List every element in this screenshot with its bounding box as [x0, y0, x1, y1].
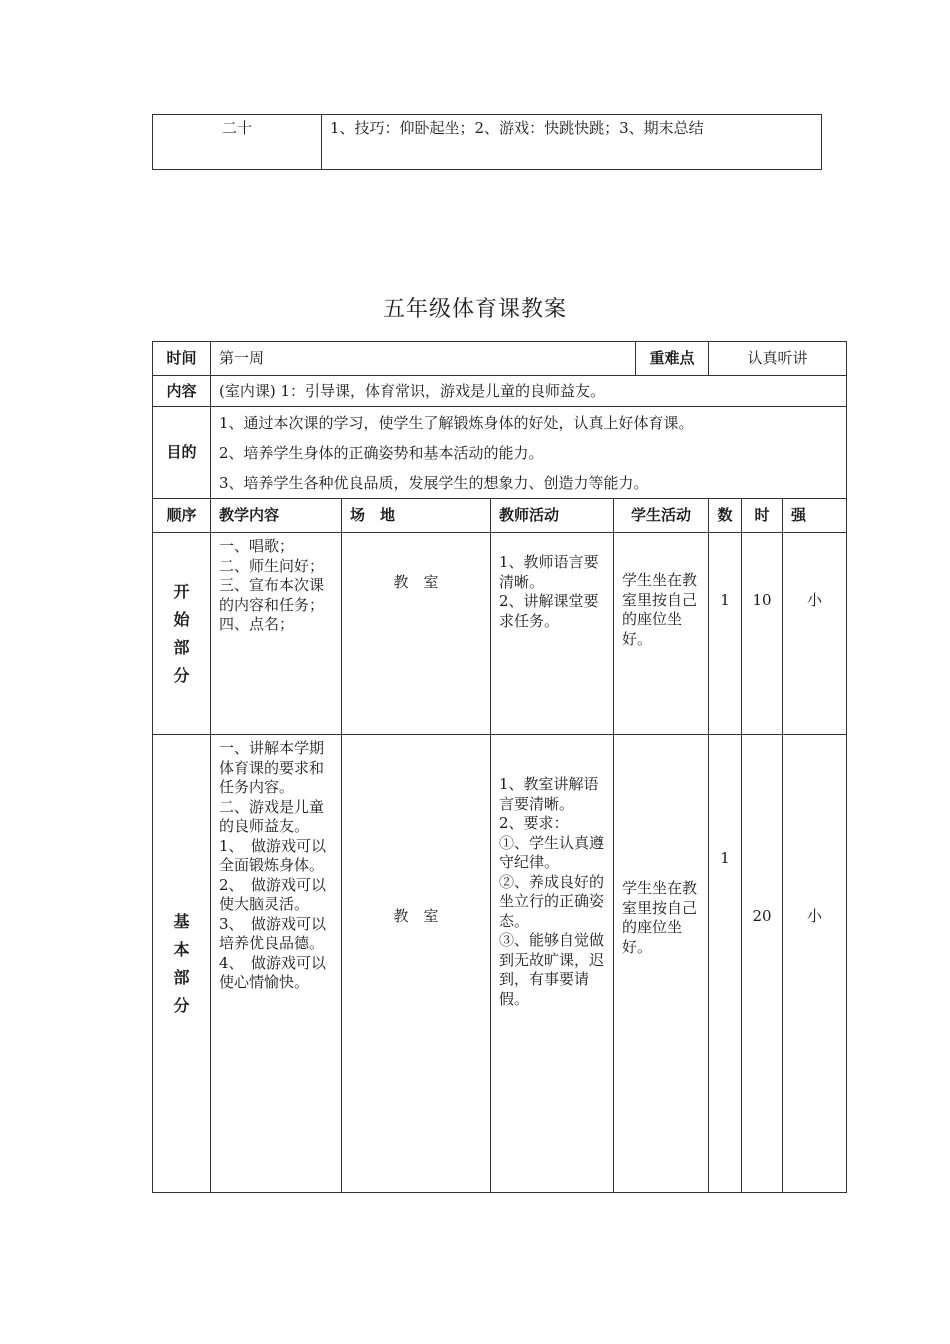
content-line: 一、唱歌； [219, 537, 295, 555]
purpose-line: 1、通过本次课的学习，使学生了解锻炼身体的好处，认真上好体育课。 [219, 413, 694, 432]
opening-teacher-activity [491, 533, 614, 735]
opening-time: 10 [742, 533, 783, 735]
section-label-char: 部 [173, 637, 190, 657]
teacher-line: 1、教师语言要清晰。 [499, 553, 599, 591]
section-label-char: 始 [173, 609, 190, 629]
header-intensity: 强 [783, 499, 847, 533]
section-label-opening [153, 533, 211, 735]
header-order: 顺序 [153, 499, 211, 533]
content-line: 一、讲解本学期体育课的要求和任务内容。 [219, 739, 325, 796]
week-cell: 二十 [153, 115, 322, 170]
content-line: 四、点名； [219, 615, 295, 633]
section-label-char: 开 [173, 581, 190, 601]
header-venue: 场 地 [342, 499, 491, 533]
header-teaching-content: 教学内容 [211, 499, 342, 533]
basic-venue: 教 室 [342, 735, 491, 1193]
header-time: 时 [742, 499, 783, 533]
table-row [153, 499, 847, 533]
section-label-char: 部 [173, 967, 190, 987]
basic-student-activity: 学生坐在教室里按自己的座位坐好。 [614, 735, 709, 1193]
content-line: 3、 做游戏可以培养优良品德。 [219, 914, 327, 952]
opening-count: 1 [709, 533, 742, 735]
content-line: 二、游戏是儿童的良师益友。 [219, 797, 325, 835]
basic-content [211, 735, 342, 1193]
opening-intensity: 小 [783, 533, 847, 735]
week-content-cell: 1、技巧：仰卧起坐；2、游戏：快跳快跳；3、期末总结 [322, 115, 822, 170]
previous-week-table [152, 114, 822, 170]
table-row [153, 342, 847, 376]
section-label-basic [153, 735, 211, 1193]
teacher-line: 1、教室讲解语言要清晰。 [499, 775, 599, 813]
content-line: 1、 做游戏可以全面锻炼身体。 [219, 836, 327, 874]
header-student-activity: 学生活动 [614, 499, 709, 533]
content-line: 三、宣布本次课的内容和任务； [219, 576, 325, 614]
purpose-cell [211, 407, 847, 499]
table-row [153, 533, 847, 735]
opening-content [211, 533, 342, 735]
content-line: 2、 做游戏可以使大脑灵活。 [219, 875, 327, 913]
teacher-line: ③、能够自觉做到无故旷课，迟到，有事要请假。 [499, 931, 605, 1008]
content-value: (室内课) 1：引导课，体育常识，游戏是儿童的良师益友。 [211, 376, 847, 407]
purpose-label: 目的 [153, 407, 211, 499]
basic-count: 1 [709, 735, 742, 1193]
purpose-line: 2、培养学生身体的正确姿势和基本活动的能力。 [219, 443, 544, 462]
lesson-plan-table [152, 341, 847, 1193]
basic-teacher-activity [491, 735, 614, 1193]
teacher-line: ②、养成良好的坐立行的正确姿态。 [499, 872, 605, 930]
content-line: 二、师生问好； [219, 556, 325, 575]
time-label: 时间 [153, 342, 211, 376]
opening-venue: 教 室 [342, 533, 491, 735]
basic-time: 20 [742, 735, 783, 1193]
table-row [153, 115, 822, 170]
teacher-line: ①、学生认真遵守纪律。 [499, 833, 605, 871]
section-label-char: 分 [173, 665, 190, 685]
purpose-line: 3、培养学生各种优良品质，发展学生的想象力、创造力等能力。 [219, 473, 649, 492]
section-label-char: 基 [173, 911, 190, 931]
content-line: 4、 做游戏可以使心情愉快。 [219, 953, 327, 991]
header-teacher-activity: 教师活动 [491, 499, 614, 533]
table-row [153, 407, 847, 499]
table-row [153, 735, 847, 1193]
key-point-label: 重难点 [636, 342, 709, 376]
teacher-line: 2、讲解课堂要求任务。 [499, 592, 599, 630]
content-label: 内容 [153, 376, 211, 407]
opening-student-activity: 学生坐在教室里按自己的座位坐好。 [614, 533, 709, 735]
teacher-line: 2、要求： [499, 814, 569, 832]
page-title: 五年级体育课教案 [382, 297, 567, 322]
section-label-char: 本 [173, 939, 190, 959]
section-label-char: 分 [173, 995, 190, 1015]
time-value: 第一周 [211, 342, 636, 376]
basic-intensity: 小 [783, 735, 847, 1193]
key-point-value: 认真听讲 [709, 342, 847, 376]
header-count: 数 [709, 499, 742, 533]
table-row [153, 376, 847, 407]
